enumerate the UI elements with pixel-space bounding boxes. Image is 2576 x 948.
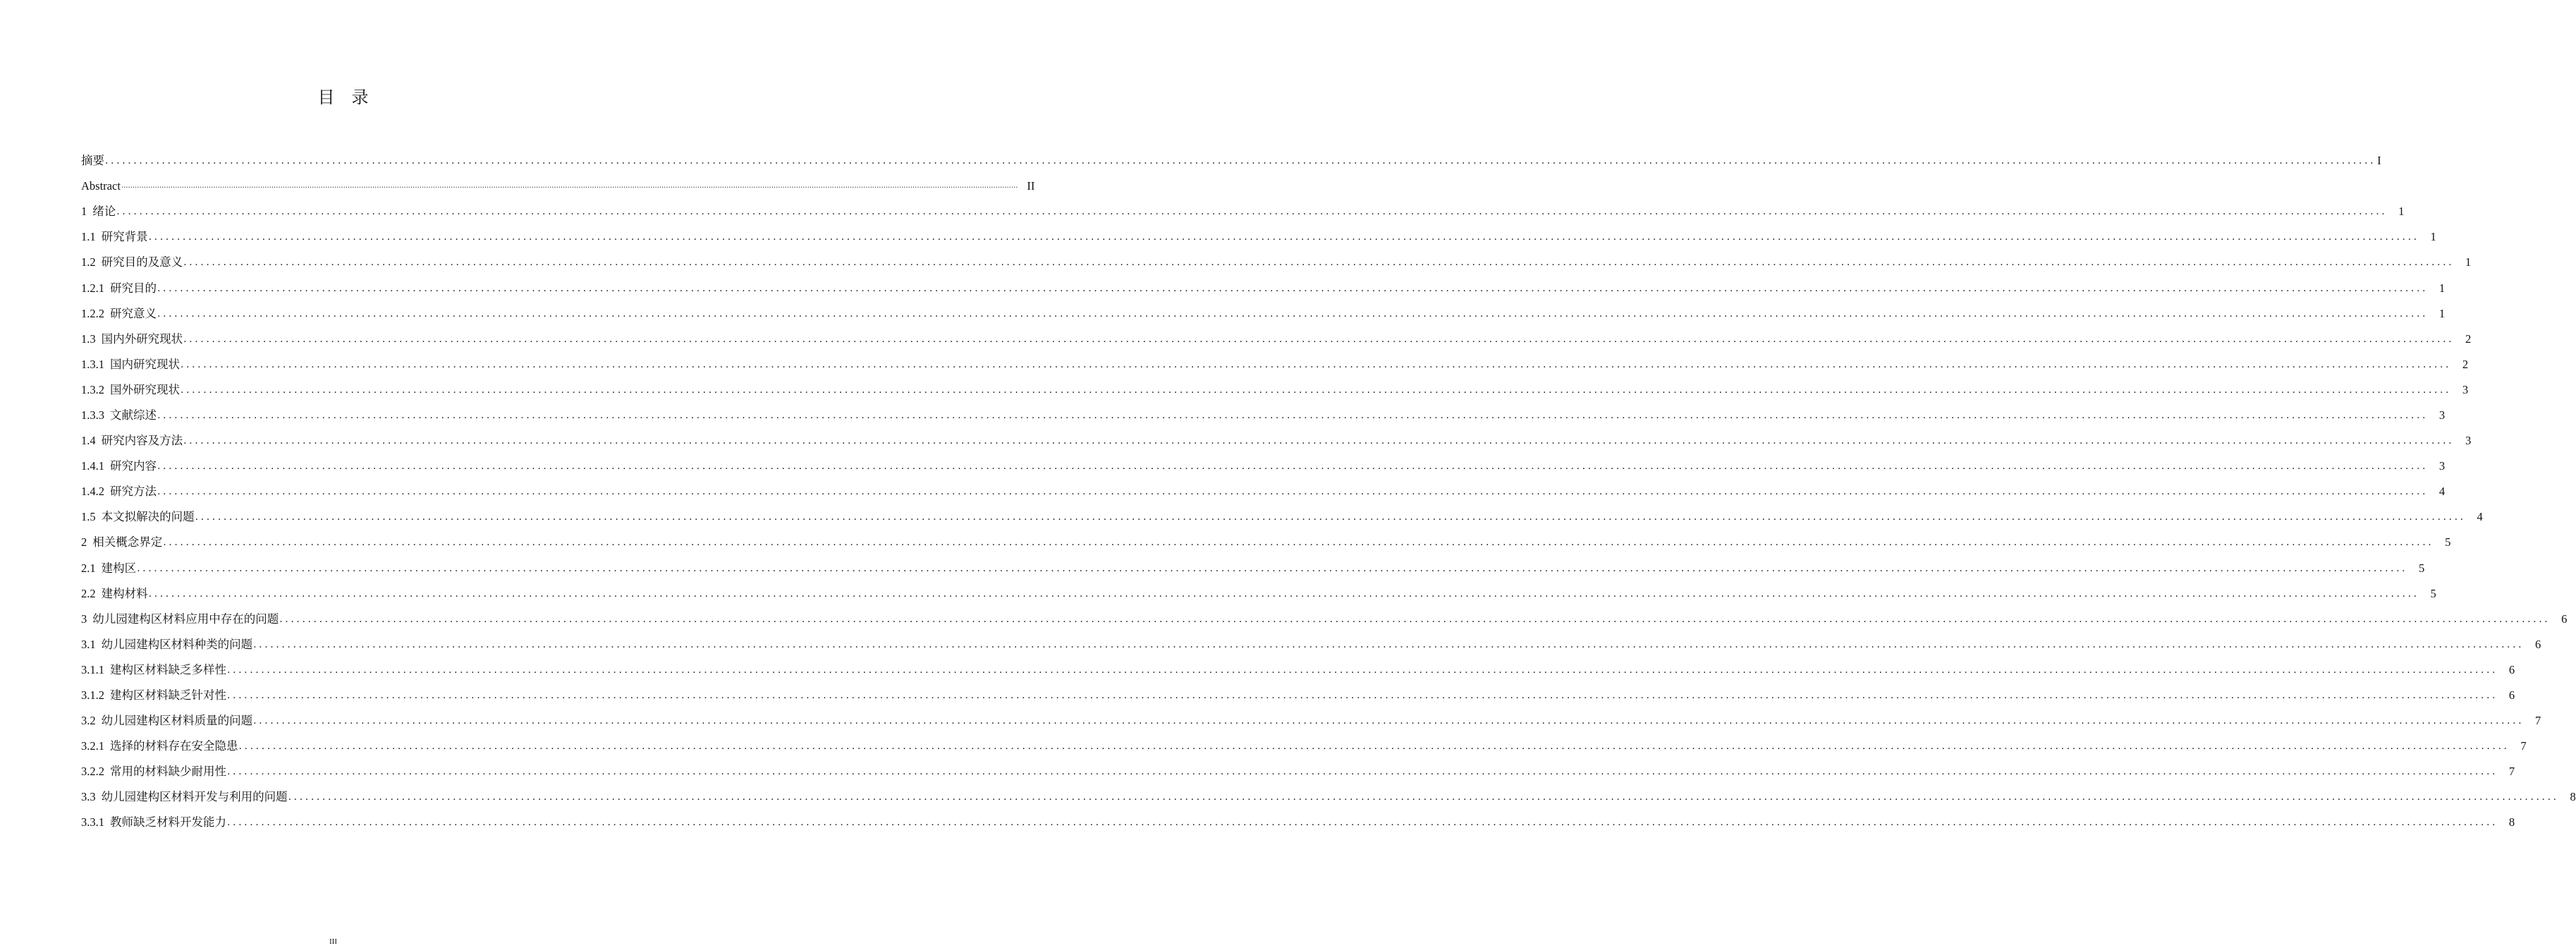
toc-entry-page-number: 3 bbox=[2465, 434, 2472, 448]
toc-entry[interactable] bbox=[81, 148, 2381, 174]
toc-entry-number: 3.2.1 bbox=[81, 739, 104, 753]
toc-entry-page-number: 6 bbox=[2561, 612, 2568, 626]
toc-entry[interactable] bbox=[81, 403, 2446, 428]
toc-dot-leader: ................................................................................................................................................................................................................................................................................................................................................................................................................ bbox=[227, 664, 2498, 676]
toc-entry-label bbox=[81, 230, 148, 244]
toc-entry-number: 2.1 bbox=[81, 561, 96, 575]
toc-entry[interactable] bbox=[81, 683, 2515, 708]
toc-dot-leader: ................................................................................................................................................................................................................................................................................................................................................................................................................ bbox=[195, 511, 2466, 523]
toc-entry[interactable] bbox=[81, 581, 2436, 607]
toc-entry-text: 摘要 bbox=[81, 154, 104, 168]
toc-entry[interactable] bbox=[81, 734, 2527, 759]
toc-entry-page-number: 7 bbox=[2508, 765, 2515, 779]
toc-entry-number: 3 bbox=[81, 612, 87, 626]
toc-dot-leader: ................................................................................................................................................................................................................................................................................................................................................................................................................ bbox=[183, 257, 2455, 269]
toc-entry[interactable] bbox=[81, 250, 2472, 275]
toc-dot-leader: ................................................................................................................................................................................................................................................................................................................................................................................................................ bbox=[148, 588, 2419, 600]
toc-entry-page-number: I bbox=[2377, 154, 2381, 168]
toc-entry-page-number: 6 bbox=[2508, 688, 2515, 703]
toc-entry[interactable] bbox=[81, 479, 2446, 504]
footer-page-number: III bbox=[329, 937, 337, 946]
toc-entry-label bbox=[81, 255, 183, 269]
toc-entry-label bbox=[81, 307, 157, 321]
toc-entry-text: 研究意义 bbox=[110, 306, 157, 320]
toc-entry[interactable] bbox=[81, 224, 2436, 250]
toc-entry-label bbox=[81, 714, 252, 728]
toc-entry-label bbox=[81, 587, 148, 601]
toc-entry-text: 研究目的 bbox=[110, 281, 157, 295]
toc-entry[interactable] bbox=[81, 632, 2541, 657]
toc-dot-leader: ................................................................................................................................................................................................................................................................................................................................................................................................................ bbox=[157, 486, 2429, 498]
toc-entry-label bbox=[81, 485, 157, 499]
toc-entry-label bbox=[81, 510, 195, 524]
toc-dot-leader: ................................................................................................................................................................................................................................................................................................................................................................................................................ bbox=[183, 435, 2455, 447]
toc-entry[interactable] bbox=[81, 607, 2568, 632]
toc-entry[interactable] bbox=[81, 377, 2469, 403]
toc-entry[interactable] bbox=[81, 784, 2576, 810]
toc-entry-page-number: 1 bbox=[2465, 255, 2472, 269]
toc-entry-page-number: 5 bbox=[2445, 535, 2451, 549]
toc-entry-text: 幼儿园建构区材料质量的问题 bbox=[101, 714, 253, 728]
toc-entry-text: 研究背景 bbox=[101, 230, 148, 244]
toc-entry-page-number: 1 bbox=[2438, 306, 2446, 320]
toc-entry-text: 建构区材料缺乏多样性 bbox=[110, 662, 226, 676]
toc-entry-number: 1.2 bbox=[81, 255, 96, 269]
toc-entry-text: 本文拟解决的问题 bbox=[101, 510, 195, 524]
toc-entry[interactable] bbox=[81, 657, 2515, 683]
toc-entry[interactable] bbox=[81, 199, 2405, 224]
toc-entry-text: 研究内容及方法 bbox=[101, 434, 183, 448]
toc-entry[interactable] bbox=[81, 759, 2515, 784]
toc-entry-label bbox=[81, 434, 183, 448]
toc-entry-page-number: 1 bbox=[2438, 281, 2446, 295]
toc-entry-label bbox=[81, 790, 288, 804]
toc-entry-text: Abstract bbox=[81, 179, 121, 193]
toc-entry-page-number: 2 bbox=[2465, 332, 2472, 346]
toc-entry-text: 研究内容 bbox=[110, 459, 157, 473]
toc-entry-label bbox=[81, 459, 157, 473]
toc-dot-leader: ................................................................................................................................................................................................................................................................................................................................................................................................................ bbox=[105, 155, 2376, 167]
toc-dot-leader: ................................................................................................................................................................................................................................................................................................................................................................................................................ bbox=[288, 791, 2559, 803]
toc-entry[interactable] bbox=[81, 556, 2425, 581]
toc-entry-label bbox=[81, 205, 116, 219]
toc-entry-label bbox=[81, 688, 226, 703]
toc-entry-page-number: II bbox=[1027, 179, 1035, 193]
toc-entry-number: 2 bbox=[81, 535, 87, 549]
toc-entry-number: 1.3.2 bbox=[81, 382, 104, 396]
toc-entry-text: 研究目的及意义 bbox=[101, 255, 183, 269]
toc-entry[interactable] bbox=[81, 454, 2446, 479]
toc-entry-page-number: 4 bbox=[2438, 485, 2446, 499]
toc-dot-leader: ................................................................................................................................................................................................................................................................................................................................................................................................................ bbox=[238, 741, 2510, 753]
toc-entry-page-number: 1 bbox=[2398, 205, 2405, 219]
toc-entry-page-number: 7 bbox=[2534, 714, 2541, 728]
toc-entry-number: 1.4.1 bbox=[81, 459, 104, 473]
toc-entry-number: 1 bbox=[81, 205, 87, 219]
toc-entry-label bbox=[81, 281, 157, 296]
toc-entry-number: 3.1.1 bbox=[81, 662, 104, 676]
toc-entry[interactable] bbox=[81, 174, 1035, 199]
toc-dot-leader: ................................................................................................................................................................................................................................................................................................................................................................................................................ bbox=[227, 766, 2498, 778]
toc-entry-number: 1.3.3 bbox=[81, 408, 104, 422]
toc-entry-page-number: 2 bbox=[2462, 357, 2469, 371]
toc-entry-page-number: 4 bbox=[2477, 510, 2483, 524]
toc-entry-label bbox=[81, 332, 183, 346]
toc-entry-page-number: 7 bbox=[2520, 739, 2527, 753]
toc-entry-page-number: 8 bbox=[2508, 815, 2515, 830]
toc-dot-leader: ................................................................................................................................................................................................................................................................................................................................................................................................................ bbox=[157, 409, 2429, 421]
toc-entry-text: 相关概念界定 bbox=[92, 535, 163, 549]
toc-entry-number: 1.3 bbox=[81, 332, 96, 346]
toc-entry-number: 3.1 bbox=[81, 637, 96, 651]
toc-entry-text: 选择的材料存在安全隐患 bbox=[110, 739, 238, 753]
toc-entry-text: 幼儿园建构区材料开发与利用的问题 bbox=[101, 790, 288, 804]
toc-entry-number: 3.3.1 bbox=[81, 815, 104, 830]
toc-dot-leader: ................................................................................................................................................................................................................................................................................................................................................................................................................ bbox=[116, 206, 2388, 218]
toc-dot-leader: ................................................................................................................................................................................................................................................................................................................................................................................................................ bbox=[227, 817, 2498, 829]
toc-entry-text: 绪论 bbox=[92, 205, 116, 219]
toc-dot-leader: ................................................................................................................................................................................................................................................................................................................................................................................................................ bbox=[181, 358, 2452, 370]
toc-entry-label bbox=[81, 739, 238, 753]
toc-entry-label bbox=[81, 612, 279, 626]
toc-entry-number: 1.5 bbox=[81, 510, 96, 524]
toc-entry-label bbox=[81, 638, 252, 652]
toc-entry-number: 3.2.2 bbox=[81, 765, 104, 779]
toc-entry-text: 建构区材料缺乏针对性 bbox=[110, 688, 226, 703]
toc-entry-page-number: 3 bbox=[2438, 459, 2446, 473]
toc-entry-page-number: 5 bbox=[2430, 586, 2436, 600]
toc-dot-leader: ................................................................................................................................................................................................................................................................................................................................................................................................................ bbox=[253, 638, 2525, 650]
toc-entry-label bbox=[81, 535, 162, 549]
toc-dot-leader: ................................................................................................................................................................................................................................................................................................................................................................................................................ bbox=[279, 613, 2551, 625]
toc-dot-leader: ................................................................................................................................................................................................................................................................................................................................................................................................................ bbox=[163, 537, 2434, 549]
toc-dot-leader: ................................................................................................................................................................................................................................................................................................................................................................................................................ bbox=[121, 182, 1018, 190]
toc-dot-leader: ................................................................................................................................................................................................................................................................................................................................................................................................................ bbox=[148, 231, 2419, 243]
table-of-contents bbox=[81, 148, 2576, 836]
toc-dot-leader: ................................................................................................................................................................................................................................................................................................................................................................................................................ bbox=[227, 690, 2498, 702]
toc-entry-number: 1.3.1 bbox=[81, 357, 104, 371]
toc-entry[interactable] bbox=[81, 275, 2446, 300]
toc-entry[interactable] bbox=[81, 504, 2483, 530]
toc-entry-label bbox=[81, 179, 121, 193]
toc-entry[interactable] bbox=[81, 428, 2472, 454]
toc-entry-page-number: 3 bbox=[2462, 382, 2469, 396]
toc-entry-page-number: 5 bbox=[2418, 561, 2425, 575]
toc-entry-text: 国外研究现状 bbox=[110, 382, 180, 396]
toc-entry-number: 3.3 bbox=[81, 790, 96, 804]
toc-dot-leader: ................................................................................................................................................................................................................................................................................................................................................................................................................ bbox=[181, 384, 2452, 396]
toc-entry-page-number: 6 bbox=[2534, 637, 2541, 651]
toc-entry-page-number: 1 bbox=[2430, 230, 2436, 244]
toc-entry[interactable] bbox=[81, 301, 2446, 327]
toc-entry-label bbox=[81, 561, 136, 576]
toc-entry-text: 幼儿园建构区材料应用中存在的问题 bbox=[92, 612, 279, 626]
toc-entry-text: 文献综述 bbox=[110, 408, 157, 422]
toc-entry-text: 幼儿园建构区材料种类的问题 bbox=[101, 637, 253, 651]
toc-entry-text: 建构材料 bbox=[101, 586, 148, 600]
toc-entry-label bbox=[81, 663, 226, 677]
toc-entry-number: 1.1 bbox=[81, 230, 96, 244]
toc-entry-number: 1.4 bbox=[81, 434, 96, 448]
toc-entry-number: 3.1.2 bbox=[81, 688, 104, 703]
toc-entry[interactable] bbox=[81, 327, 2472, 352]
toc-entry[interactable] bbox=[81, 530, 2451, 555]
toc-entry[interactable] bbox=[81, 352, 2469, 377]
toc-dot-leader: ................................................................................................................................................................................................................................................................................................................................................................................................................ bbox=[157, 282, 2429, 294]
page-title: 目 录 bbox=[317, 87, 369, 107]
toc-entry-label bbox=[81, 408, 157, 423]
toc-dot-leader: ................................................................................................................................................................................................................................................................................................................................................................................................................ bbox=[137, 562, 2408, 574]
toc-entry-number: 1.4.2 bbox=[81, 485, 104, 499]
toc-entry-label bbox=[81, 358, 180, 372]
toc-entry[interactable] bbox=[81, 708, 2541, 734]
toc-dot-leader: ................................................................................................................................................................................................................................................................................................................................................................................................................ bbox=[157, 308, 2429, 320]
toc-entry-number: 1.2.2 bbox=[81, 306, 104, 320]
toc-entry-text: 常用的材料缺少耐用性 bbox=[110, 765, 226, 779]
toc-entry-label bbox=[81, 765, 226, 779]
toc-dot-leader: ................................................................................................................................................................................................................................................................................................................................................................................................................ bbox=[157, 461, 2429, 473]
toc-dot-leader: ................................................................................................................................................................................................................................................................................................................................................................................................................ bbox=[253, 715, 2525, 727]
toc-entry-text: 国内外研究现状 bbox=[101, 332, 183, 346]
toc-entry-label bbox=[81, 815, 226, 830]
toc-entry-number: 2.2 bbox=[81, 586, 96, 600]
toc-dot-leader: ................................................................................................................................................................................................................................................................................................................................................................................................................ bbox=[183, 333, 2455, 345]
toc-entry-label bbox=[81, 383, 180, 397]
toc-entry-page-number: 8 bbox=[2570, 790, 2576, 804]
toc-entry-text: 教师缺乏材料开发能力 bbox=[110, 815, 226, 830]
toc-entry-text: 研究方法 bbox=[110, 485, 157, 499]
toc-entry-page-number: 6 bbox=[2508, 662, 2515, 676]
toc-entry-number: 1.2.1 bbox=[81, 281, 104, 295]
toc-entry-number: 3.2 bbox=[81, 714, 96, 728]
toc-entry-text: 国内研究现状 bbox=[110, 357, 180, 371]
toc-entry[interactable] bbox=[81, 810, 2515, 835]
toc-entry-label bbox=[81, 154, 104, 168]
toc-entry-text: 建构区 bbox=[101, 561, 137, 575]
toc-entry-page-number: 3 bbox=[2438, 408, 2446, 422]
